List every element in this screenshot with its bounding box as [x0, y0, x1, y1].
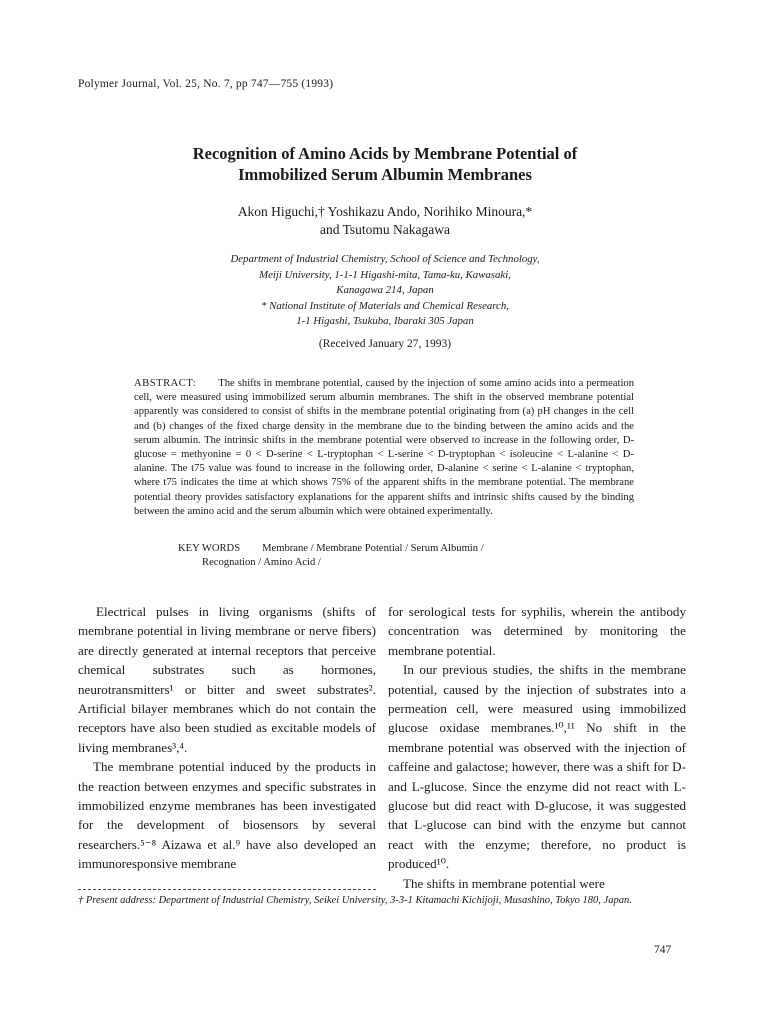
- paragraph: for serological tests for syphilis, wherein the antibody concentration was determined by monitoring the membrane potential.: [388, 604, 686, 658]
- authors-line-1: Akon Higuchi,† Yoshikazu Ando, Norihiko Minoura,*: [237, 204, 533, 219]
- page-number: 747: [654, 944, 672, 956]
- title-line-2: Immobilized Serum Albumin Membranes: [238, 165, 532, 184]
- keywords-label: KEY WORDS: [178, 543, 241, 554]
- received-date: (Received January 27, 1993): [318, 338, 452, 350]
- affiliations: [0, 252, 770, 330]
- abstract-text: The shifts in membrane potential, caused by the injection of some amino acids into a permeation cell, were measured using immobilized serum albumin membranes. The shift in the observed membrane potential apparently was considered to consist of shifts in the membrane potential originating from (a) pH changes in the cell and (b) changes of the fixed charge density in the membrane due to the binding between the amino acids and the serum albumin. The intrinsic shifts in the membrane potential were observed to increase in the following order, D-glucose = methyonine = 0 < D-serine < L-tryptophan < L-serine < D-tryptophan < isoleucine < L-alanine < D-alanine. The t75 value was found to increase in the following order, D-alanine < serine < L-alanine < tryptophan, where t75 indicates the time at which shows 75% of the apparent shifts in the membrane potential. The membrane potential theory provides satisfactory explanations for the apparent shifts and intrinsic shifts caused by the binding between the amino acid and the serum albumin which were obtained experimentally.: [134, 378, 634, 517]
- affiliation-line-1: Department of Industrial Chemistry, School of Science and Technology,: [230, 253, 540, 265]
- footnote: † Present address: Department of Industrial Chemistry, Seikei University, 3-3-1 Kitamachi Kichijoji, Musashino, Tokyo 180, Japan.: [78, 895, 632, 906]
- affiliation-line-4: * National Institute of Materials and Chemical Research,: [261, 299, 509, 312]
- abstract: [134, 377, 634, 519]
- abstract-label: ABSTRACT:: [134, 378, 197, 389]
- author-list: [0, 203, 770, 239]
- paragraph: The membrane potential induced by the products in the reaction between enzymes and specific substrates in immobilized enzyme membranes has been investigated for the development of biosensors by several researchers.⁵⁻⁸ Aizawa et al.⁹ have also developed an immunoresponsive membrane: [78, 759, 376, 872]
- title-line-1: Recognition of Amino Acids by Membrane Potential of: [192, 144, 578, 163]
- keywords-line-2: Recognation / Amino Acid /: [202, 557, 321, 569]
- affiliation-line-5: 1-1 Higashi, Tsukuba, Ibaraki 305 Japan: [296, 315, 474, 327]
- affiliation-line-2: Meiji University, 1-1-1 Higashi-mita, Tama-ku, Kawasaki,: [259, 268, 511, 281]
- journal-citation: Polymer Journal, Vol. 25, No. 7, pp 747—755 (1993): [78, 78, 334, 90]
- body-column-right: [388, 602, 686, 893]
- paragraph: The shifts in membrane potential were: [403, 875, 605, 891]
- paper-title: [0, 143, 770, 185]
- footnote-divider: [78, 889, 376, 890]
- body-column-left: [78, 602, 376, 874]
- authors-line-2: and Tsutomu Nakagawa: [319, 222, 451, 237]
- affiliation-line-3: Kanagawa 214, Japan: [336, 284, 434, 296]
- paragraph: Electrical pulses in living organisms (shifts of membrane potential in living membrane or nerve fibers) are directly generated at internal receptors that perceive chemical substrates such as hormones, neurotransmitters¹ or bitter and sweet substrates². Artificial bilayer membranes which do not contain the receptors have also been studied as excitable models of living membranes³,⁴.: [78, 604, 376, 755]
- keywords-line-1: Membrane / Membrane Potential / Serum Albumin /: [262, 543, 484, 554]
- paragraph: In our previous studies, the shifts in the membrane potential, caused by the injection of substrates into a permeation cell, were measured using immobilized glucose oxidase membranes.¹⁰,¹¹ No shift in the membrane potential was observed with the injection of caffeine and galactose; however, there was a shift for D- and L-glucose. Since the enzyme did not react with L-glucose but did react with D-glucose, it was suggested that L-glucose can bind with the enzyme but cannot react with the enzyme; therefore, no product is produced¹⁰.: [388, 662, 686, 872]
- keywords: [134, 542, 634, 570]
